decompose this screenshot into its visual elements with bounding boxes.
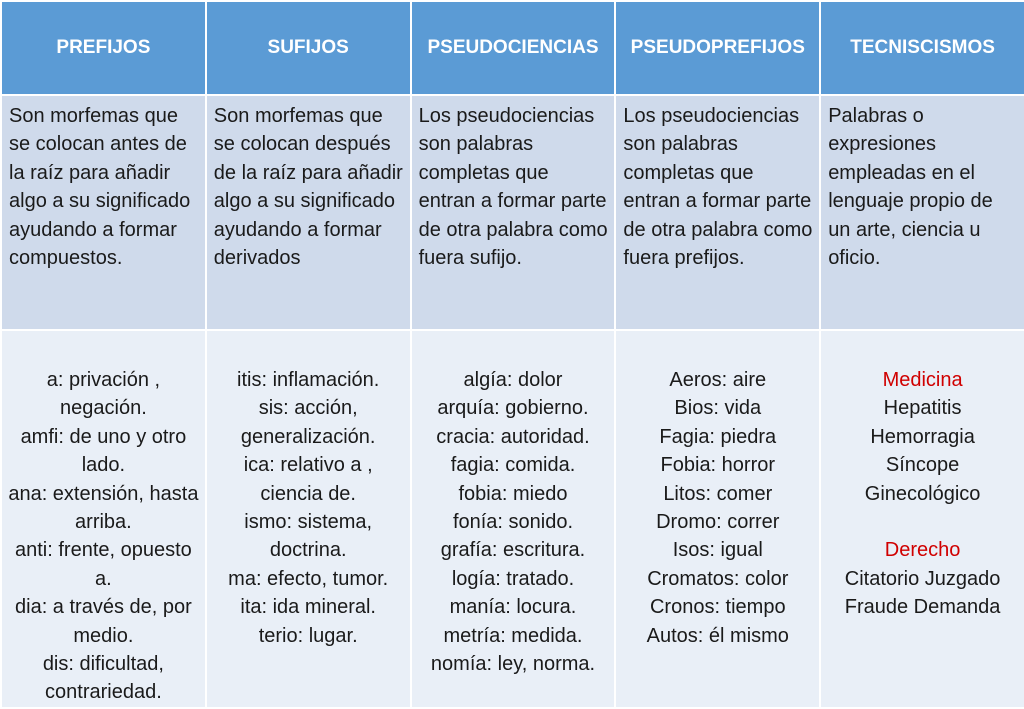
example-category-heading: Medicina <box>882 369 963 391</box>
examples-row <box>1 330 1024 708</box>
list-item: ma: efecto, tumor. <box>228 567 389 590</box>
list-item: Fagia: piedra <box>659 425 777 448</box>
list-item: anti: frente, opuesto a. <box>15 539 192 590</box>
example-category-heading: Derecho <box>884 539 961 562</box>
list-item: Dromo: correr <box>656 511 780 534</box>
list-item: fonía: sonido. <box>452 511 574 534</box>
list-item: Isos: igual <box>672 539 763 562</box>
list-item: ismo: sistema, doctrina. <box>244 511 373 562</box>
header-pseudoprefijos: PSEUDOPREFIJOS <box>615 1 820 95</box>
list-item: itis: inflamación. <box>237 369 380 391</box>
example-list <box>2 331 205 707</box>
definition-cell-pseudoprefijos <box>615 95 820 330</box>
list-item: cracia: autoridad. <box>436 425 590 448</box>
list-item: manía: locura. <box>449 596 577 619</box>
list-item: Cronos: tiempo <box>649 596 786 619</box>
definition-cell-sufijos <box>206 95 411 330</box>
header-tecniscismos: TECNISCISMOS <box>820 1 1024 95</box>
definition-text: Los pseudociencias son palabras completas que entran a formar parte de otra palabra como fuera sufijo. <box>418 105 608 270</box>
definition-text: Son morfemas que se colocan después de la raíz para añadir algo a su significado ayudando a formar derivados <box>213 105 403 270</box>
list-item: sis: acción, generalización. <box>240 397 376 448</box>
example-list <box>821 331 1024 622</box>
list-item: Hepatitis <box>883 397 962 420</box>
header-prefijos: PREFIJOS <box>1 1 206 95</box>
list-item: logía: tratado. <box>451 567 575 590</box>
list-item: metría: medida. <box>443 624 583 647</box>
header-pseudociencias: PSEUDOCIENCIAS <box>411 1 616 95</box>
list-item: fagia: comida. <box>450 454 576 477</box>
list-item: ita: ida mineral. <box>240 596 376 619</box>
list-item: Fobia: horror <box>660 454 776 477</box>
list-item: ana: extensión, hasta arriba. <box>8 482 199 534</box>
definition-row <box>1 95 1024 330</box>
list-item: Litos: comer <box>663 482 773 505</box>
definition-cell-prefijos <box>1 95 206 330</box>
header-row <box>1 1 1024 95</box>
list-item: Aeros: aire <box>669 369 767 391</box>
list-item: Cromatos: color <box>647 567 789 590</box>
list-item: dis: dificultad, contrariedad. <box>42 653 164 704</box>
list-item: Fraude Demanda <box>844 596 1001 619</box>
examples-cell-sufijos <box>206 330 411 708</box>
example-list <box>412 331 615 678</box>
example-list <box>207 331 410 650</box>
example-list <box>616 331 819 650</box>
list-item: Hemorragia <box>870 425 975 448</box>
list-item: Bios: vida <box>674 397 762 420</box>
list-item: ica: relativo a , ciencia de. <box>243 454 373 505</box>
list-item: Autos: él mismo <box>646 624 789 647</box>
list-item: fobia: miedo <box>458 482 568 505</box>
examples-cell-pseudoprefijos <box>615 330 820 708</box>
list-item: nomía: ley, norma. <box>430 653 596 676</box>
list-item: a: privación , negación. <box>46 369 161 420</box>
definition-cell-pseudociencias <box>411 95 616 330</box>
definition-text: Palabras o expresiones empleadas en el lenguaje propio de un arte, ciencia u oficio. <box>828 105 993 270</box>
list-item: Citatorio Juzgado <box>844 567 1001 590</box>
list-item: terio: lugar. <box>258 624 358 647</box>
list-item: algía: dolor <box>463 369 563 391</box>
list-item: Ginecológico <box>864 482 981 505</box>
header-sufijos: SUFIJOS <box>206 1 411 95</box>
list-item: amfi: de uno y otro lado. <box>20 425 187 477</box>
examples-cell-tecniscismos <box>820 330 1024 708</box>
list-item: dia: a través de, por medio. <box>15 596 192 647</box>
list-item: Síncope <box>885 454 960 477</box>
definition-text: Son morfemas que se colocan antes de la raíz para añadir algo a su significado ayudando a formar compuestos. <box>9 105 191 270</box>
list-item: grafía: escritura. <box>440 539 586 562</box>
list-item: arquía: gobierno. <box>437 397 589 420</box>
list-spacer <box>827 508 1018 536</box>
definition-cell-tecniscismos <box>820 95 1024 330</box>
examples-cell-prefijos <box>1 330 206 708</box>
examples-cell-pseudociencias <box>411 330 616 708</box>
definition-text: Los pseudociencias son palabras completas que entran a formar parte de otra palabra como fuera prefijos. <box>623 105 813 270</box>
